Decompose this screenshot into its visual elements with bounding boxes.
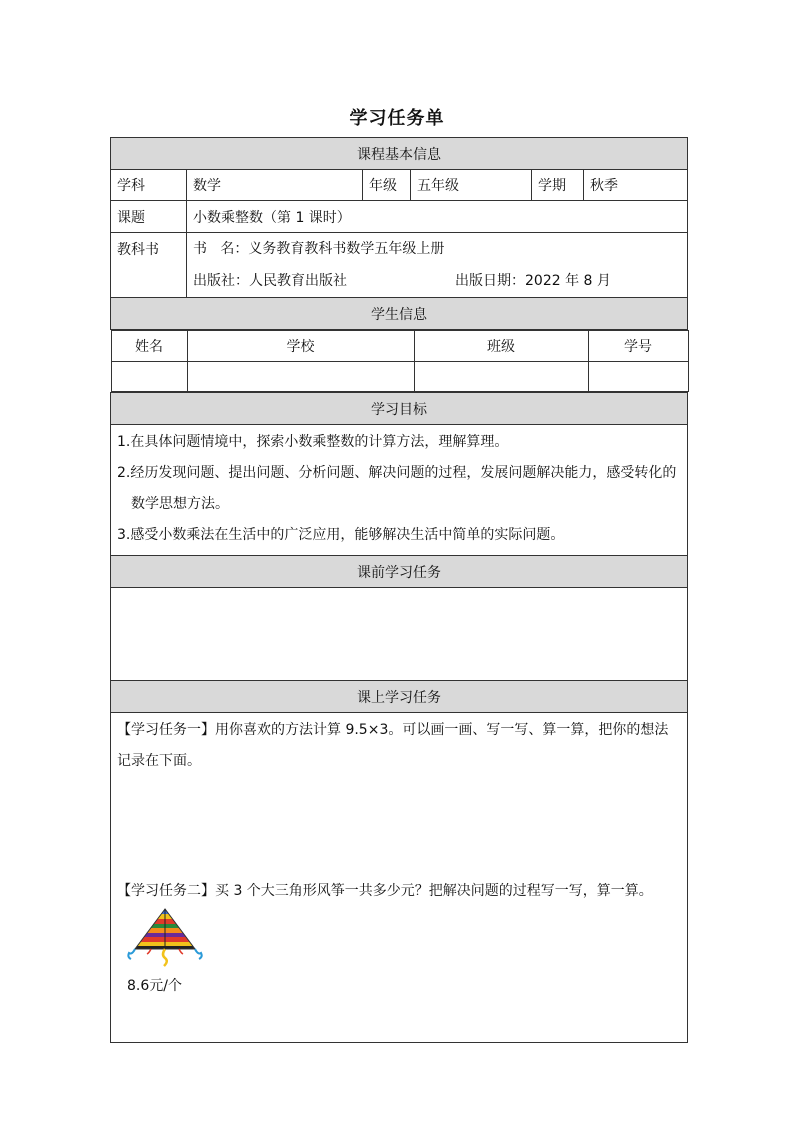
goal-item: 2.经历发现问题、提出问题、分析问题、解决问题的过程，发展问题解决能力，感受转化的 xyxy=(117,465,677,481)
task-two-text: 【学习任务二】买 3 个大三角形风筝一共多少元？把解决问题的过程写一写，算一算。 xyxy=(117,883,653,899)
in-class-task-header: 课上学习任务 xyxy=(111,681,688,713)
textbook-label: 教科书 xyxy=(111,233,187,298)
school-column-header: 学校 xyxy=(187,331,414,362)
student-info-table xyxy=(111,330,689,392)
kite-illustration xyxy=(125,907,205,973)
goal-item: 1.在具体问题情境中，探索小数乘整数的计算方法，理解算理。 xyxy=(117,434,509,450)
page-title: 学习任务单 xyxy=(349,108,445,129)
student-info-header: 学生信息 xyxy=(111,298,688,330)
student-id-input-cell[interactable] xyxy=(588,362,688,392)
learning-goals-list xyxy=(111,425,688,556)
goal-item-continued: 数学思想方法。 xyxy=(131,496,229,512)
subject-value: 数学 xyxy=(187,170,363,201)
goal-item: 3.感受小数乘法在生活中的广泛应用，能够解决生活中简单的实际问题。 xyxy=(117,527,565,543)
name-input-cell[interactable] xyxy=(111,362,187,392)
school-input-cell[interactable] xyxy=(187,362,414,392)
name-column-header: 姓名 xyxy=(111,331,187,362)
kite-price: 8.6元/个 xyxy=(127,978,182,994)
publish-date: 出版日期：2022 年 8 月 xyxy=(455,273,611,289)
kite-icon xyxy=(125,907,205,969)
topic-value: 小数乘整数（第 1 课时） xyxy=(187,201,688,233)
publisher: 出版社：人民教育出版社 xyxy=(193,273,347,289)
textbook-details xyxy=(187,233,688,298)
course-info-header: 课程基本信息 xyxy=(111,138,688,170)
pre-class-task-area[interactable] xyxy=(111,588,688,681)
book-name: 书 名：义务教育教科书数学五年级上册 xyxy=(193,241,445,257)
term-label: 学期 xyxy=(532,170,584,201)
learning-goals-header: 学习目标 xyxy=(111,393,688,425)
in-class-task-area[interactable] xyxy=(111,713,688,1043)
term-value: 秋季 xyxy=(584,170,688,201)
grade-label: 年级 xyxy=(363,170,411,201)
publisher-line xyxy=(193,265,681,297)
task-sheet-table xyxy=(110,137,688,1043)
class-input-cell[interactable] xyxy=(414,362,588,392)
pre-class-task-header: 课前学习任务 xyxy=(111,556,688,588)
student-info-container xyxy=(111,330,688,393)
topic-label: 课题 xyxy=(111,201,187,233)
grade-value: 五年级 xyxy=(411,170,532,201)
subject-label: 学科 xyxy=(111,170,187,201)
student-id-column-header: 学号 xyxy=(588,331,688,362)
task-one-text: 【学习任务一】用你喜欢的方法计算 9.5×3。可以画一画、写一写、算一算，把你的想法记录在下面。 xyxy=(117,722,669,769)
class-column-header: 班级 xyxy=(414,331,588,362)
